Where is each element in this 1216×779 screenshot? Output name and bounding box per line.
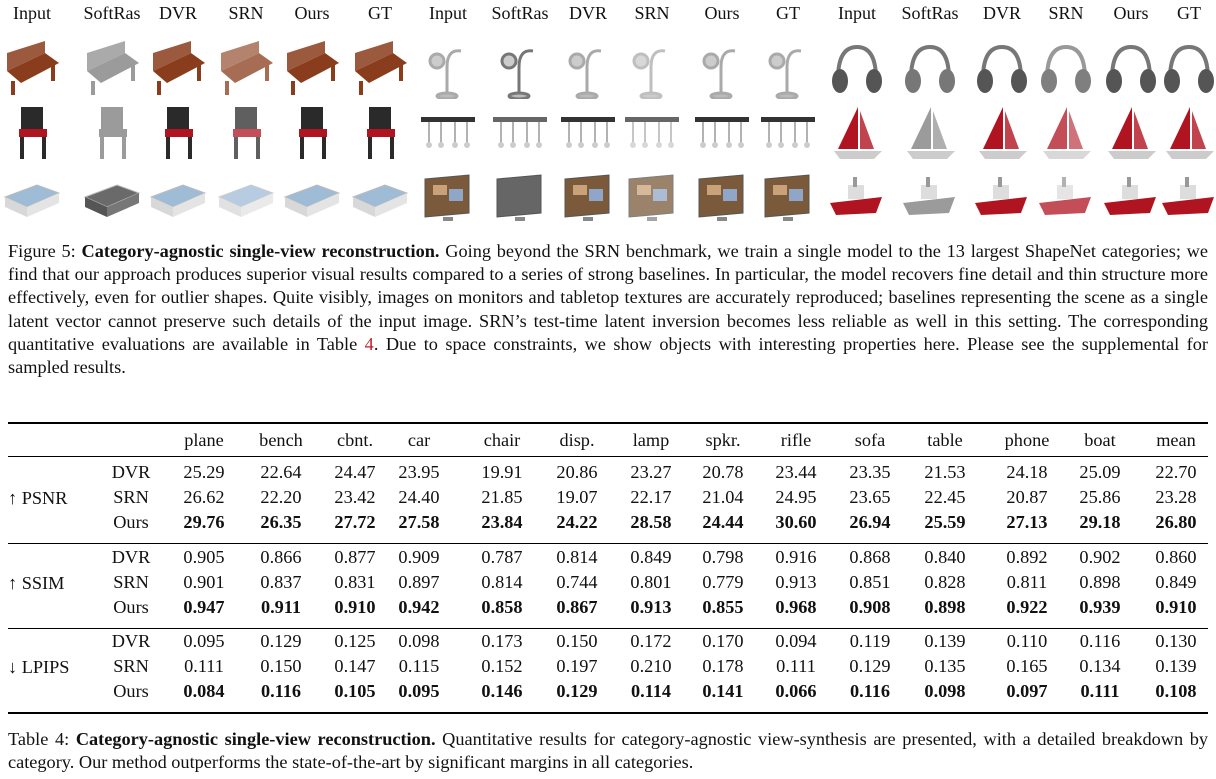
table-cell: 0.125 xyxy=(334,631,376,651)
table-cell: 25.59 xyxy=(924,512,966,532)
table-cell: 0.908 xyxy=(849,597,891,617)
figure-column-header: GT xyxy=(776,3,800,23)
boat-render xyxy=(899,167,961,225)
figure-column-header: SRN xyxy=(1048,3,1084,23)
table-cell: 0.860 xyxy=(1155,547,1197,567)
table-cell: 0.913 xyxy=(775,572,817,592)
table-cell: 0.139 xyxy=(924,631,966,651)
table-cell: 0.084 xyxy=(183,681,225,701)
table-cell: 0.787 xyxy=(481,547,523,567)
table-cell: 24.18 xyxy=(1006,462,1048,482)
table-cell: 0.130 xyxy=(1155,631,1197,651)
table-cell: 0.892 xyxy=(1006,547,1048,567)
figure-column-header: Ours xyxy=(294,3,330,23)
column-header: bench xyxy=(259,430,303,450)
table-cell: 24.40 xyxy=(398,487,440,507)
table-cell: 22.45 xyxy=(924,487,966,507)
boat-render xyxy=(826,167,888,225)
table-cell: 0.837 xyxy=(260,572,302,592)
sailboat-render xyxy=(1158,103,1216,161)
table-cell: 0.141 xyxy=(702,681,744,701)
table-cell: 0.146 xyxy=(481,681,523,701)
table-cell: 19.07 xyxy=(556,487,598,507)
table-cell: 23.35 xyxy=(849,462,891,482)
table-cell: 0.173 xyxy=(481,631,523,651)
table-cell: 0.801 xyxy=(630,572,672,592)
table-cell: 0.910 xyxy=(334,597,376,617)
figure-caption-body-end: . Due to space constraints, we show objects with interesting properties here. Please see the supplemental for sampled results. xyxy=(8,333,1209,378)
method-label: Ours xyxy=(113,512,149,532)
table-cell: 0.129 xyxy=(849,656,891,676)
table-cell: 0.110 xyxy=(1006,631,1048,651)
headphones-render xyxy=(971,41,1033,99)
table-cell: 0.152 xyxy=(481,656,523,676)
table-rule xyxy=(8,543,1208,544)
column-header: table xyxy=(927,430,963,450)
sailboat-render xyxy=(1035,103,1097,161)
method-label: Ours xyxy=(113,681,149,701)
figure-column-header: SRN xyxy=(634,3,670,23)
metric-label: ↓ LPIPS xyxy=(8,657,70,677)
table-cell: 21.85 xyxy=(481,487,523,507)
table-reference-link[interactable]: 4 xyxy=(364,333,374,354)
table-cell: 0.116 xyxy=(849,681,891,701)
table-cell: 0.129 xyxy=(260,631,302,651)
table-cell: 0.898 xyxy=(924,597,966,617)
table-cell: 0.114 xyxy=(630,681,672,701)
figure-column-header: Input xyxy=(13,3,51,23)
figure-column-header: GT xyxy=(368,3,392,23)
figure-column-header: DVR xyxy=(982,3,1021,23)
table-cell: 0.901 xyxy=(183,572,225,592)
table-cell: 0.165 xyxy=(1006,656,1048,676)
table-rule xyxy=(8,628,1208,629)
figure-column-header: Input xyxy=(838,3,876,23)
table-cell: 22.64 xyxy=(260,462,302,482)
table-rule xyxy=(8,422,1208,424)
method-label: DVR xyxy=(111,547,151,567)
method-label: SRN xyxy=(113,656,149,676)
table-cell: 0.910 xyxy=(1155,597,1197,617)
headphones-render xyxy=(1158,41,1216,99)
table-cell: 23.28 xyxy=(1155,487,1197,507)
table-caption-body: Quantitative results for category-agnostic view-synthesis are presented, with a detailed breakdown by category. Our method outperforms the state-of-the-art by significant margins in all categories. xyxy=(8,729,1208,773)
table-cell: 27.58 xyxy=(398,512,440,532)
table-cell: 20.86 xyxy=(556,462,598,482)
table-cell: 0.129 xyxy=(556,681,598,701)
figure-column-header: Ours xyxy=(704,3,740,23)
metric-label: ↑ PSNR xyxy=(8,488,68,508)
table-cell: 0.150 xyxy=(260,656,302,676)
table-cell: 27.13 xyxy=(1006,512,1048,532)
table-cell: 23.95 xyxy=(398,462,440,482)
sailboat-render xyxy=(1100,103,1162,161)
sailboat-render xyxy=(826,103,888,161)
figure-column-header: SRN xyxy=(228,3,264,23)
column-header: rifle xyxy=(780,430,812,450)
table-cell: 0.210 xyxy=(630,656,672,676)
column-header: phone xyxy=(1004,430,1050,450)
headphones-render xyxy=(1100,41,1162,99)
table-cell: 0.916 xyxy=(775,547,817,567)
table-cell: 24.22 xyxy=(556,512,598,532)
method-label: DVR xyxy=(111,631,151,651)
table-cell: 27.72 xyxy=(334,512,376,532)
column-header: mean xyxy=(1156,430,1196,450)
figure-caption-title: Category-agnostic single-view reconstruction. xyxy=(81,241,440,261)
table-caption-title: Category-agnostic single-view reconstruction. xyxy=(75,729,436,749)
table-cell: 0.115 xyxy=(398,656,440,676)
table-cell: 0.911 xyxy=(260,597,302,617)
figure-label: Figure 5: xyxy=(8,241,76,261)
sailboat-render xyxy=(971,103,1033,161)
table-cell: 23.84 xyxy=(481,512,523,532)
table-cell: 0.968 xyxy=(775,597,817,617)
boat-render xyxy=(971,167,1033,225)
table-cell: 0.877 xyxy=(334,547,376,567)
figure-caption-body: Going beyond the SRN benchmark, we train a single model to the 13 largest ShapeNet categories; we find that our approach produces superior visual results compared to a series of strong baselines. In particular, the model recovers fine detail and thin structure more effectively, even for outlier shapes. Quite visibly, images on monitors and tabletop textures are accurately reproduced; baselines representing the scene as a single latent vector cannot preserve such details of the input image. SRN’s test-time latent inversion becomes less reliable as well in this setting. The corresponding quantitative evaluations are available in Table xyxy=(8,241,1208,354)
table-cell: 0.909 xyxy=(398,547,440,567)
method-label: SRN xyxy=(113,572,149,592)
table-cell: 24.44 xyxy=(702,512,744,532)
figure-column-header: Input xyxy=(429,3,467,23)
table-cell: 0.095 xyxy=(183,631,225,651)
table-cell: 25.86 xyxy=(1079,487,1121,507)
table-cell: 26.94 xyxy=(849,512,891,532)
table-cell: 0.097 xyxy=(1006,681,1048,701)
table-cell: 0.098 xyxy=(398,631,440,651)
table-cell: 0.744 xyxy=(556,572,598,592)
table-cell: 26.62 xyxy=(183,487,225,507)
table-cell: 24.95 xyxy=(775,487,817,507)
table-cell: 0.897 xyxy=(398,572,440,592)
figure-column-header: DVR xyxy=(568,3,607,23)
table-cell: 0.170 xyxy=(702,631,744,651)
column-header: chair xyxy=(483,430,521,450)
table-cell: 0.913 xyxy=(630,597,672,617)
table-cell: 0.849 xyxy=(630,547,672,567)
table-cell: 28.58 xyxy=(630,512,672,532)
figure-column-header: Ours xyxy=(1113,3,1149,23)
table-cell: 0.898 xyxy=(1079,572,1121,592)
table-cell: 0.105 xyxy=(334,681,376,701)
table-cell: 0.851 xyxy=(849,572,891,592)
figure-column-header: SoftRas xyxy=(83,3,141,23)
boat-render xyxy=(1035,167,1097,225)
table-cell: 0.135 xyxy=(924,656,966,676)
table-cell: 26.80 xyxy=(1155,512,1197,532)
table-cell: 0.172 xyxy=(630,631,672,651)
table-cell: 0.811 xyxy=(1006,572,1048,592)
table-cell: 20.87 xyxy=(1006,487,1048,507)
table-cell: 0.111 xyxy=(1080,681,1120,701)
table-cell: 0.094 xyxy=(775,631,817,651)
table-cell: 22.17 xyxy=(630,487,672,507)
table-cell: 21.04 xyxy=(702,487,744,507)
table-cell: 0.116 xyxy=(1079,631,1121,651)
table-cell: 0.828 xyxy=(924,572,966,592)
column-header: spkr. xyxy=(705,430,741,450)
figure-column-header: SoftRas xyxy=(901,3,959,23)
column-header: disp. xyxy=(559,430,595,450)
table-cell: 23.44 xyxy=(775,462,817,482)
table-cell: 0.831 xyxy=(334,572,376,592)
table-cell: 23.65 xyxy=(849,487,891,507)
table-cell: 0.139 xyxy=(1155,656,1197,676)
table-rule xyxy=(8,712,1208,714)
boat-render xyxy=(1100,167,1162,225)
table-cell: 29.18 xyxy=(1079,512,1121,532)
table-cell: 22.70 xyxy=(1155,462,1197,482)
column-header: plane xyxy=(184,430,224,450)
headphones-render xyxy=(826,41,888,99)
table-cell: 0.840 xyxy=(924,547,966,567)
table-cell: 20.78 xyxy=(702,462,744,482)
method-label: SRN xyxy=(113,487,149,507)
table-cell: 22.20 xyxy=(260,487,302,507)
table-cell: 0.922 xyxy=(1006,597,1048,617)
table-cell: 19.91 xyxy=(481,462,523,482)
table-cell: 0.939 xyxy=(1079,597,1121,617)
table-cell: 0.134 xyxy=(1079,656,1121,676)
table-cell: 0.197 xyxy=(556,656,598,676)
table-cell: 0.814 xyxy=(481,572,523,592)
table-cell: 0.866 xyxy=(260,547,302,567)
table-cell: 0.147 xyxy=(334,656,376,676)
figure-panel xyxy=(0,0,1216,230)
table-cell: 0.779 xyxy=(702,572,744,592)
table-label: Table 4: xyxy=(8,729,70,749)
table-cell: 0.947 xyxy=(183,597,225,617)
method-label: DVR xyxy=(111,462,151,482)
figure-caption xyxy=(8,240,1208,379)
table-cell: 0.098 xyxy=(924,681,966,701)
figure-5 xyxy=(0,0,1216,230)
table-cell: 26.35 xyxy=(260,512,302,532)
table-cell: 21.53 xyxy=(924,462,966,482)
metric-label: ↑ SSIM xyxy=(8,573,65,593)
column-header: cbnt. xyxy=(336,430,374,450)
column-header: lamp xyxy=(632,430,670,450)
table-cell: 0.150 xyxy=(556,631,598,651)
table-cell: 0.066 xyxy=(775,681,817,701)
table-cell: 23.27 xyxy=(630,462,672,482)
table-cell: 0.111 xyxy=(776,656,816,676)
column-header: boat xyxy=(1084,430,1116,450)
boat-render xyxy=(1158,167,1216,225)
table-cell: 29.76 xyxy=(183,512,225,532)
table-cell: 0.902 xyxy=(1079,547,1121,567)
table-cell: 0.116 xyxy=(260,681,302,701)
table-cell: 25.29 xyxy=(183,462,225,482)
table-cell: 0.814 xyxy=(556,547,598,567)
figure-column-header: GT xyxy=(1177,3,1201,23)
figure-column-header: DVR xyxy=(158,3,197,23)
table-cell: 0.798 xyxy=(702,547,744,567)
column-header: car xyxy=(407,430,431,450)
sailboat-render xyxy=(899,103,961,161)
table-rule xyxy=(8,456,1208,457)
table-cell: 25.09 xyxy=(1079,462,1121,482)
table-cell: 0.942 xyxy=(398,597,440,617)
table-cell: 0.119 xyxy=(849,631,891,651)
table-cell: 0.905 xyxy=(183,547,225,567)
table-cell: 23.42 xyxy=(334,487,376,507)
headphones-render xyxy=(1035,41,1097,99)
method-label: Ours xyxy=(113,597,149,617)
table-cell: 30.60 xyxy=(775,512,817,532)
table-cell: 0.867 xyxy=(556,597,598,617)
table-cell: 0.849 xyxy=(1155,572,1197,592)
table-caption xyxy=(8,728,1208,774)
figure-column-header: SoftRas xyxy=(491,3,549,23)
table-cell: 0.855 xyxy=(702,597,744,617)
table-cell: 0.111 xyxy=(184,656,224,676)
table-cell: 0.858 xyxy=(481,597,523,617)
table-cell: 0.095 xyxy=(398,681,440,701)
column-header: sofa xyxy=(854,430,886,450)
table-cell: 0.868 xyxy=(849,547,891,567)
table-cell: 24.47 xyxy=(334,462,376,482)
table-cell: 0.108 xyxy=(1155,681,1197,701)
headphones-render xyxy=(899,41,961,99)
table-cell: 0.178 xyxy=(702,656,744,676)
